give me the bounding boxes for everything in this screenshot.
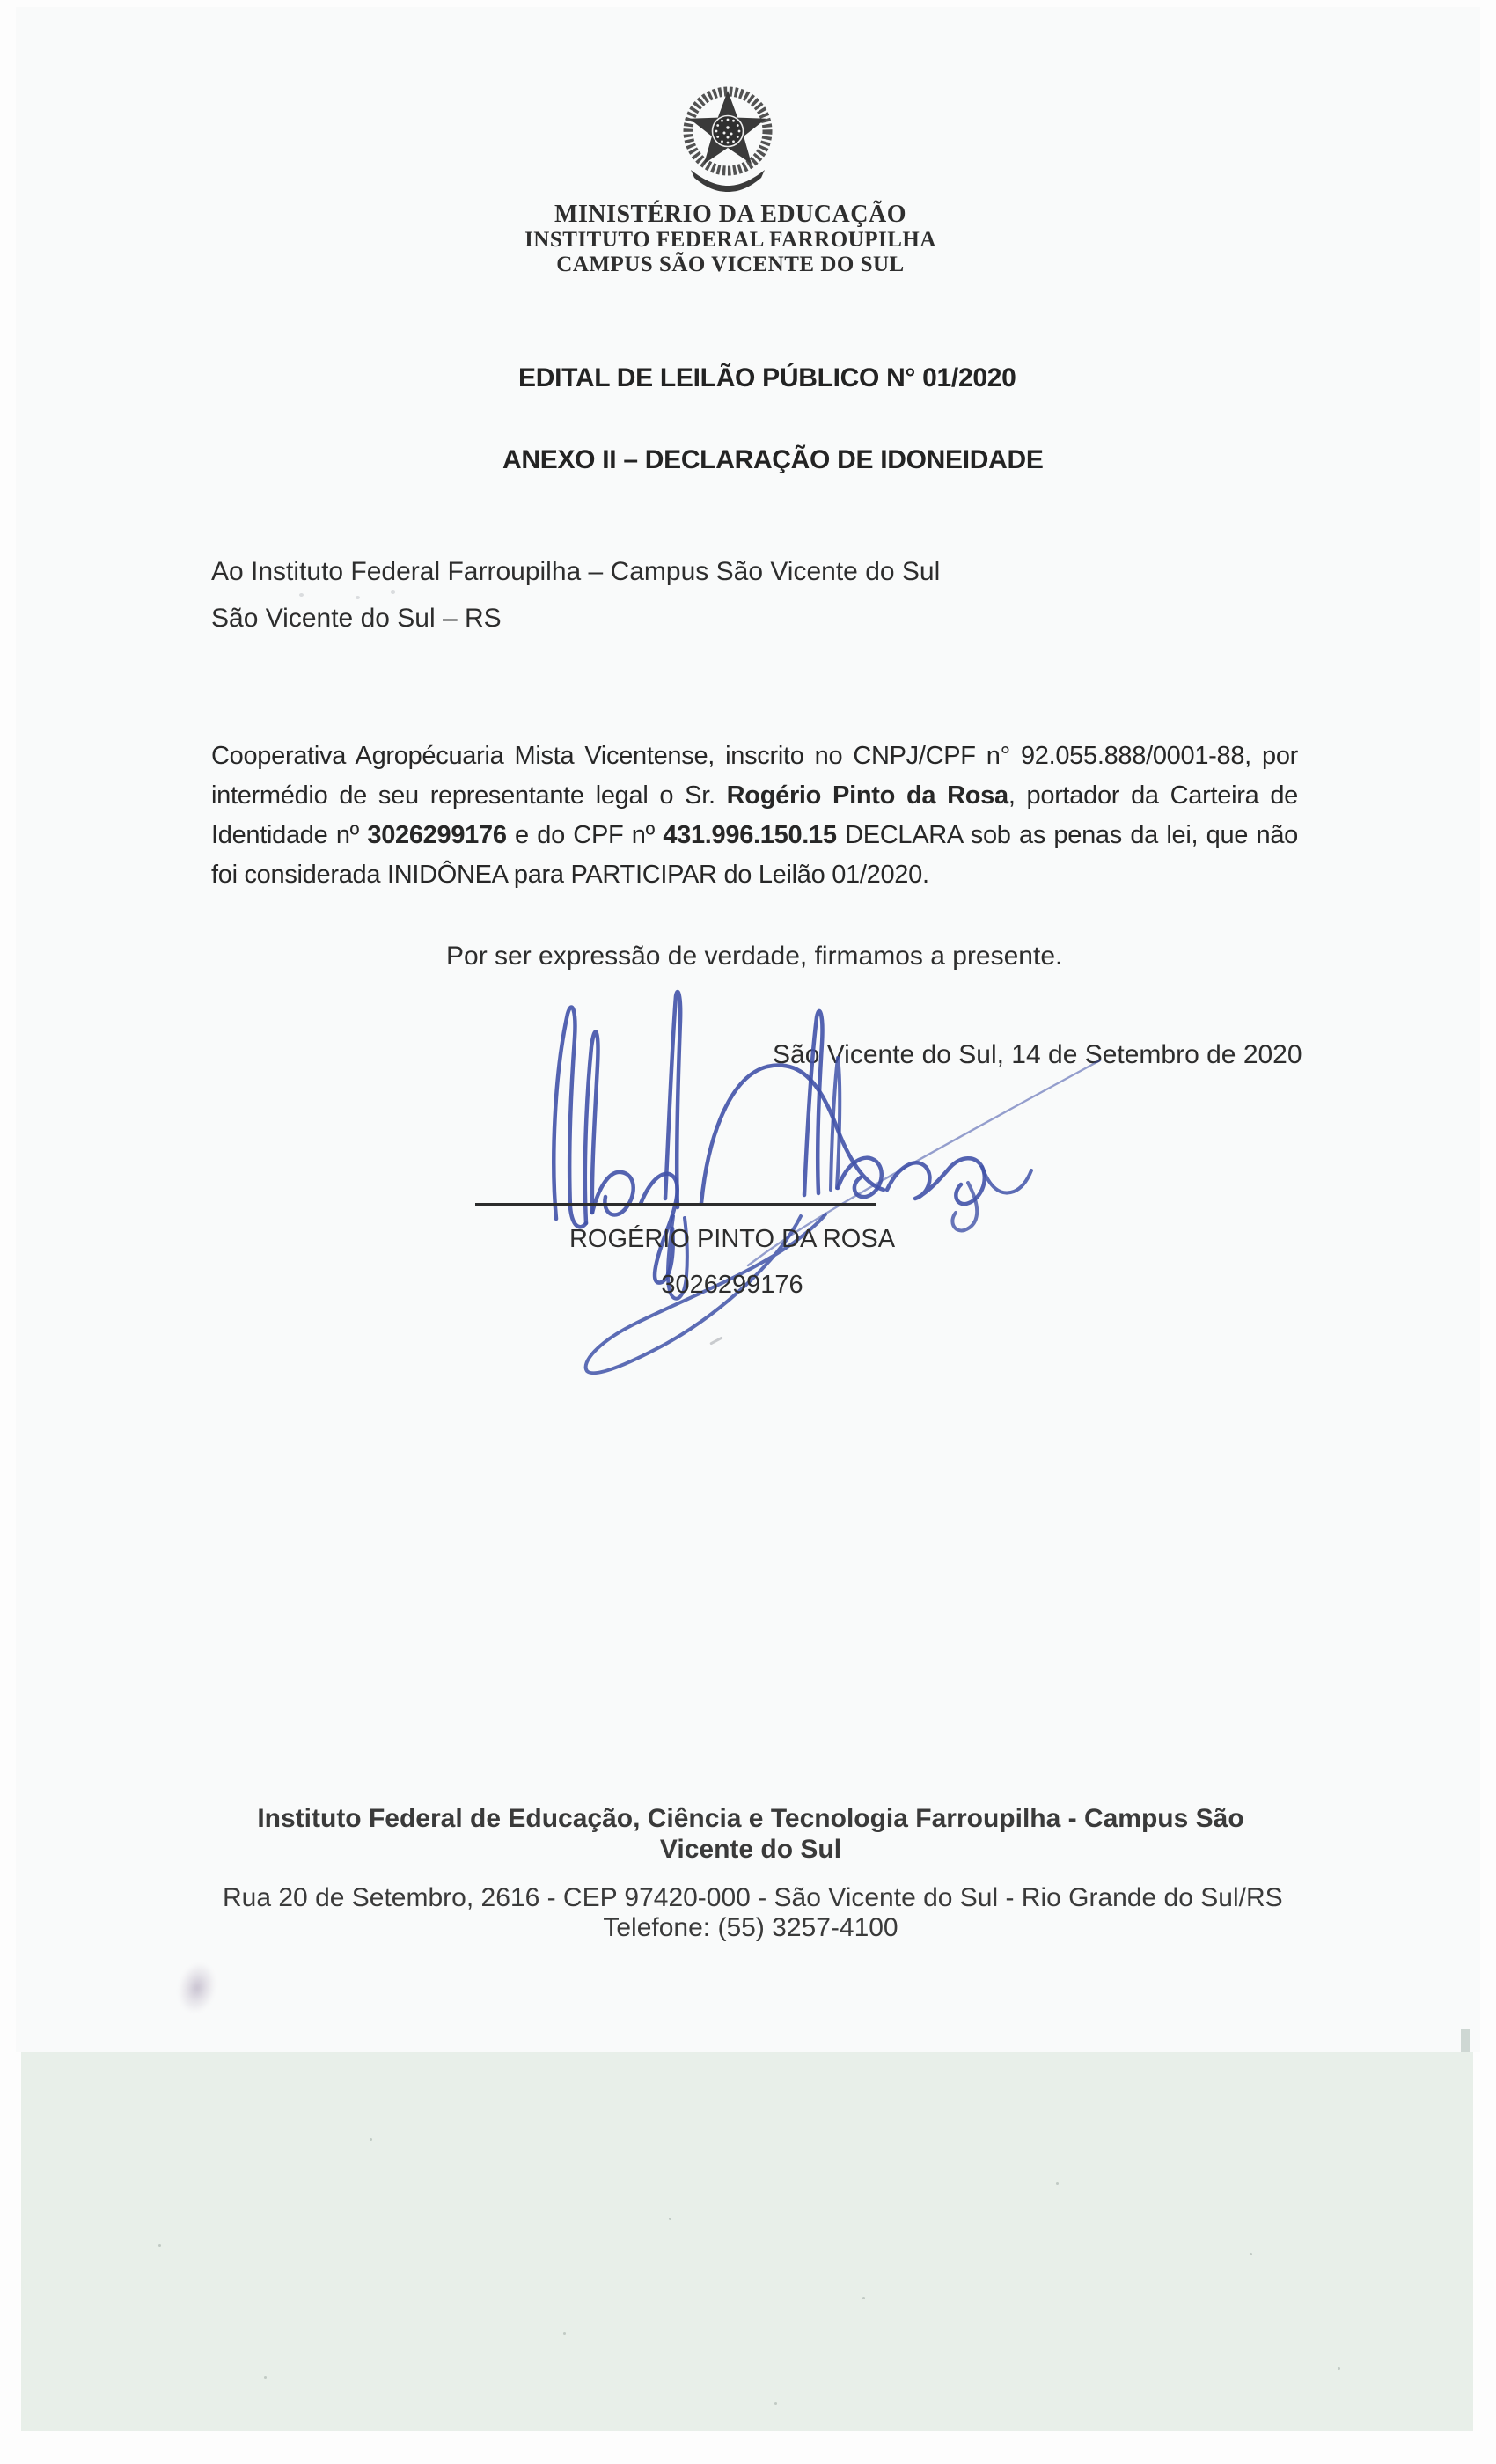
scan-artifact-page-corner [1461,2029,1470,2053]
addressee-line-1: Ao Instituto Federal Farroupilha – Campus São Vicente do Sul [211,557,941,586]
signer-name: ROGÉRIO PINTO DA ROSA [568,1225,896,1253]
declaration-line: Cooperativa Agropécuaria Mista Vicentense, inscrito no CNPJ/CPF n° 92.055.888/0001-88, por [211,742,1298,770]
scan-artifact-speck [356,596,360,599]
scan-artifact-speck [391,590,395,594]
declaration-line: intermédio de seu representante legal o Sr. Rogério Pinto da Rosa, portador da Carteira de [211,781,1298,810]
paper-sheet [16,7,1480,2052]
ministry-name: MINISTÉRIO DA EDUCAÇÃO [554,201,906,228]
closing-sentence: Por ser expressão de verdade, firmamos a presente. [446,942,1063,971]
campus-name: CAMPUS SÃO VICENTE DO SUL [556,253,905,276]
edital-title: EDITAL DE LEILÃO PÚBLICO N° 01/2020 [518,363,1016,392]
institute-name: INSTITUTO FEDERAL FARROUPILHA [524,228,936,252]
scan-artifact-speck [299,593,304,597]
anexo-title: ANEXO II – DECLARAÇÃO DE IDONEIDADE [502,445,1044,474]
declaration-line: foi considerada INIDÔNEA para PARTICIPAR do Leilão 01/2020. [211,861,929,889]
date-line: São Vicente do Sul, 14 de Setembro de 2020 [773,1040,1302,1069]
scanner-background [21,2052,1473,2431]
addressee-line-2: São Vicente do Sul – RS [211,604,502,633]
signer-id-number: 3026299176 [661,1271,803,1299]
signature-line [475,1203,876,1206]
brazil-coat-of-arms-icon [673,84,782,196]
footer-institution-line2: Vicente do Sul [659,1835,842,1864]
declaration-paragraph [211,737,1298,895]
declaration-line: Identidade nº 3026299176 e do CPF nº 431.996.150.15 DECLARA sob as penas da lei, que não [211,821,1298,849]
footer-address: Rua 20 de Setembro, 2616 - CEP 97420-000 - São Vicente do Sul - Rio Grande do Sul/RS [223,1883,1283,1912]
footer-phone: Telefone: (55) 3257-4100 [603,1913,898,1942]
footer-institution-line1: Instituto Federal de Educação, Ciência e Tecnologia Farroupilha - Campus São [257,1804,1244,1833]
